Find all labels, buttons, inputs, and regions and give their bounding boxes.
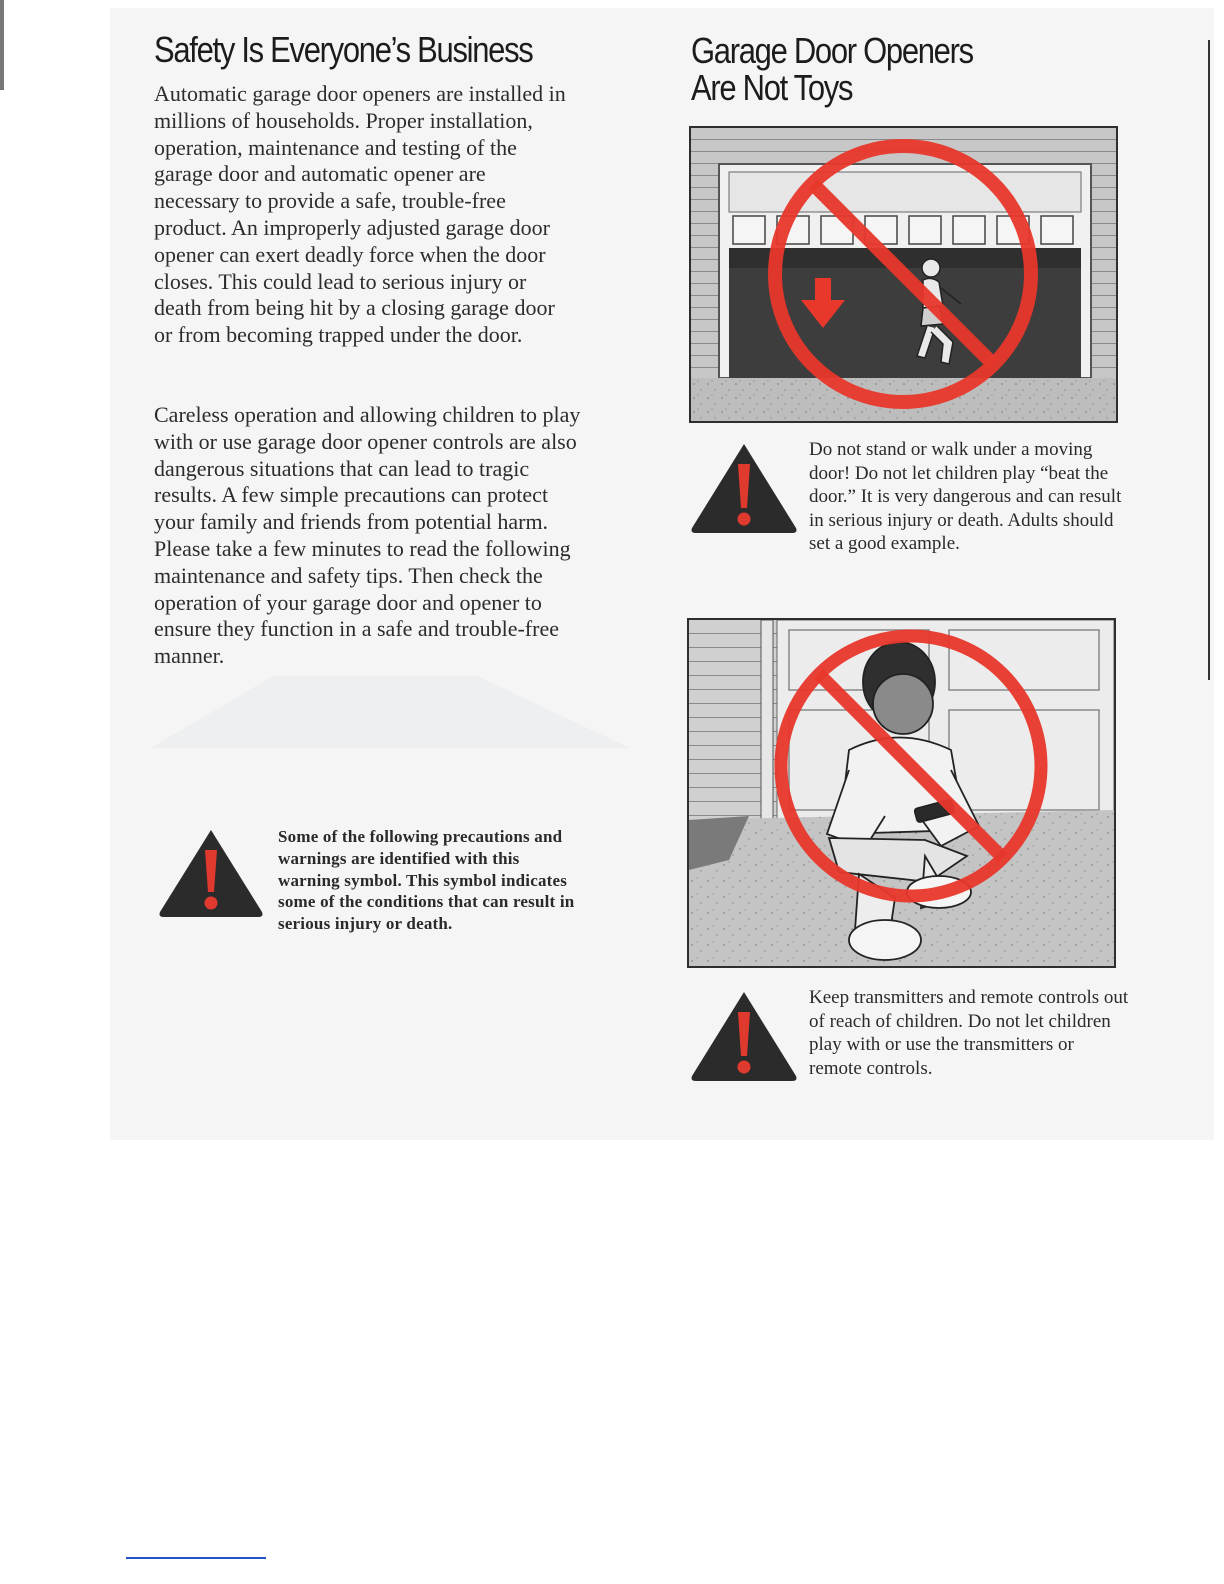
child-remote-illustration <box>687 618 1116 968</box>
scan-edge <box>0 0 4 90</box>
warning-triangle-icon <box>688 440 800 536</box>
precautions-paragraph: Careless operation and allowing children to play with or use garage door opener controls are also dangerous situations that can lead to tragic results. A few simple precautions can protect your family and friends from potential harm. Please take a few minutes to read the following maintenance and safety tips. Then check the operation of your garage door and opener to ensure they function in a safe and trouble-free manner. <box>154 402 581 669</box>
warning-triangle-icon <box>688 988 800 1084</box>
title-line-1: Garage Door Openers <box>691 30 973 71</box>
warning-symbol-note: Some of the following precautions and warnings are identified with this warning symbol. This symbol indicates some of the conditions that can result in serious injury or death. <box>278 827 575 934</box>
warning-remote-controls: Keep transmitters and remote controls out of reach of children. Do not let children play with or use the transmitters or remote controls. <box>809 987 1129 1079</box>
garage-door-illustration <box>689 126 1118 423</box>
section-title-not-toys <box>691 32 1018 106</box>
title-line-2: Are Not Toys <box>691 67 853 108</box>
section-title-safety: Safety Is Everyone’s Business <box>154 29 533 70</box>
warning-moving-door: Do not stand or walk under a moving door! Do not let children play “beat the door.” It is very dangerous and can result in serious injury or death. Adults should set a good example. <box>809 439 1122 555</box>
page-edge-rule <box>1208 40 1210 680</box>
intro-paragraph: Automatic garage door openers are installed in millions of households. Proper installation, operation, maintenance and testing of the garage door and automatic opener are necessary to provide a safe, trouble-free product. An improperly adjusted garage door opener can exert deadly force when the door closes. This could lead to serious injury or death from being hit by a closing garage door or from becoming trapped under the door. <box>154 81 566 348</box>
warning-triangle-icon <box>156 826 266 920</box>
scan-artifact-line <box>126 1557 266 1559</box>
